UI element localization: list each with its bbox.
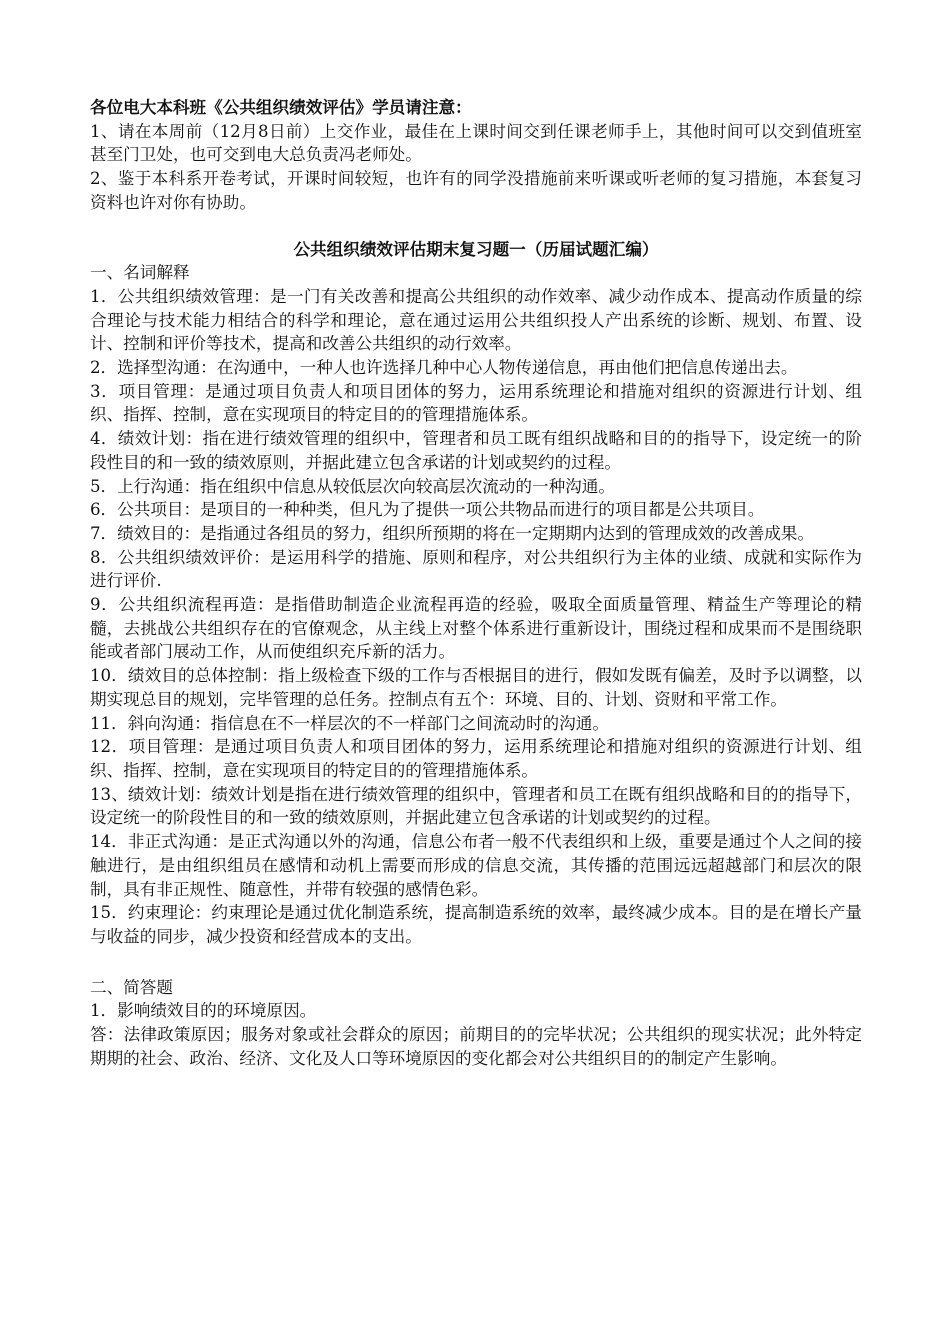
- list-item: 4．绩效计划：指在进行绩效管理的组织中，管理者和员工既有组织战略和目的的指导下，设定统一的阶段性目的和一致的绩效原则，并据此建立包含承诺的计划或契约的过程。: [90, 429, 862, 472]
- notice-item: 2、鉴于本科系开卷考试，开课时间较短，也许有的同学没措施前来听课或听老师的复习措施，本套复习资料也许对你有协助。: [90, 169, 862, 212]
- section-heading: 一、名词解释: [90, 263, 190, 283]
- list-item: 14．非正式沟通：是正式沟通以外的沟通，信息公布者一般不代表组织和上级，重要是通过个人之间的接触进行，是由组织组员在感情和动机上需要而形成的信息交流，其传播的范围远远超越部门和层次的限制，具有非正规性、随意性，并带有较强的感情色彩。: [90, 832, 862, 899]
- list-item: 2．选择型沟通：在沟通中，一种人也许选择几种中心人物传递信息，再由他们把信息传递出去。: [90, 358, 798, 378]
- question: 1．影响绩效目的的环境原因。: [90, 1001, 317, 1021]
- list-item: 10．绩效目的总体控制：指上级检查下级的工作与否根据目的进行，假如发既有偏差，及时予以调整，以期实现总目的规划，完毕管理的总任务。控制点有五个：环境、目的、计划、资财和平常工作。: [90, 666, 862, 709]
- section-heading: 二、简答题: [90, 977, 173, 997]
- doc-title: 公共组织绩效评估期末复习题一（历届试题汇编）: [293, 238, 659, 259]
- notice-item: 1、请在本周前（12月8日前）上交作业，最佳在上课时间交到任课老师手上，其他时间可以交到值班室甚至门卫处，也可交到电大总负责冯老师处。: [90, 121, 862, 165]
- list-item: 3．项目管理：是通过项目负责人和项目团体的努力，运用系统理论和措施对组织的资源进行计划、组织、指挥、控制，意在实现项目的特定目的的管理措施体系。: [90, 381, 862, 425]
- list-item: 13、绩效计划：绩效计划是指在进行绩效管理的组织中，管理者和员工在既有组织战略和目的的指导下，设定统一的阶段性目的和一致的绩效原则，并据此建立包含承诺的计划或契约的过程。: [90, 784, 862, 828]
- list-item: 12．项目管理：是通过项目负责人和项目团体的努力，运用系统理论和措施对组织的资源进行计划、组织、指挥、控制，意在实现项目的特定目的的管理措施体系。: [90, 737, 862, 780]
- notice-heading: 各位电大本科班《公共组织绩效评估》学员请注意：: [90, 97, 472, 117]
- answer: 答：法律政策原因；服务对象或社会群众的原因；前期目的的完毕状况；公共组织的现实状况；此外特定期期的社会、政治、经济、文化及人口等环境原因的变化都会对公共组织目的的制定产生影响。: [90, 1025, 862, 1068]
- list-item: 5．上行沟通：指在组织中信息从较低层次向较高层次流动的一种沟通。: [90, 476, 615, 496]
- list-item: 9．公共组织流程再造：是指借助制造企业流程再造的经验，吸取全面质量管理、精益生产等理论的精髓，去挑战公共组织存在的官僚观念，从主线上对整个体系进行重新设计，围绕过程和成果而不是围绕职能或者部门展动工作，从而使组织充斥新的活力。: [90, 595, 862, 662]
- list-item: 7．绩效目的：是指通过各组员的努力，组织所预期的将在一定期期内达到的管理成效的改善成果。: [90, 523, 815, 543]
- list-item: 6．公共项目：是项目的一种种类，但凡为了提供一项公共物品而进行的项目都是公共项目。: [90, 500, 765, 520]
- list-item: 1．公共组织绩效管理：是一门有关改善和提高公共组织的动作效率、减少动作成本、提高动作质量的综合理论与技术能力相结合的科学和理论，意在通过运用公共组织投人产出系统的诊断、规划、布置、设计、控制和评价等技术，提高和改善公共组织的动行效率。: [90, 286, 862, 354]
- list-item: 11．斜向沟通：指信息在不一样层次的不一样部门之间流动时的沟通。: [90, 713, 609, 733]
- list-item: 8．公共组织绩效评价：是运用科学的措施、原则和程序，对公共组织行为主体的业绩、成就和实际作为进行评价.: [90, 547, 862, 591]
- document-page: [90, 96, 862, 1070]
- list-item: 15．约束理论：约束理论是通过优化制造系统，提高制造系统的效率，最终减少成本。目的是在增长产量与收益的同步，减少投资和经营成本的支出。: [90, 903, 862, 946]
